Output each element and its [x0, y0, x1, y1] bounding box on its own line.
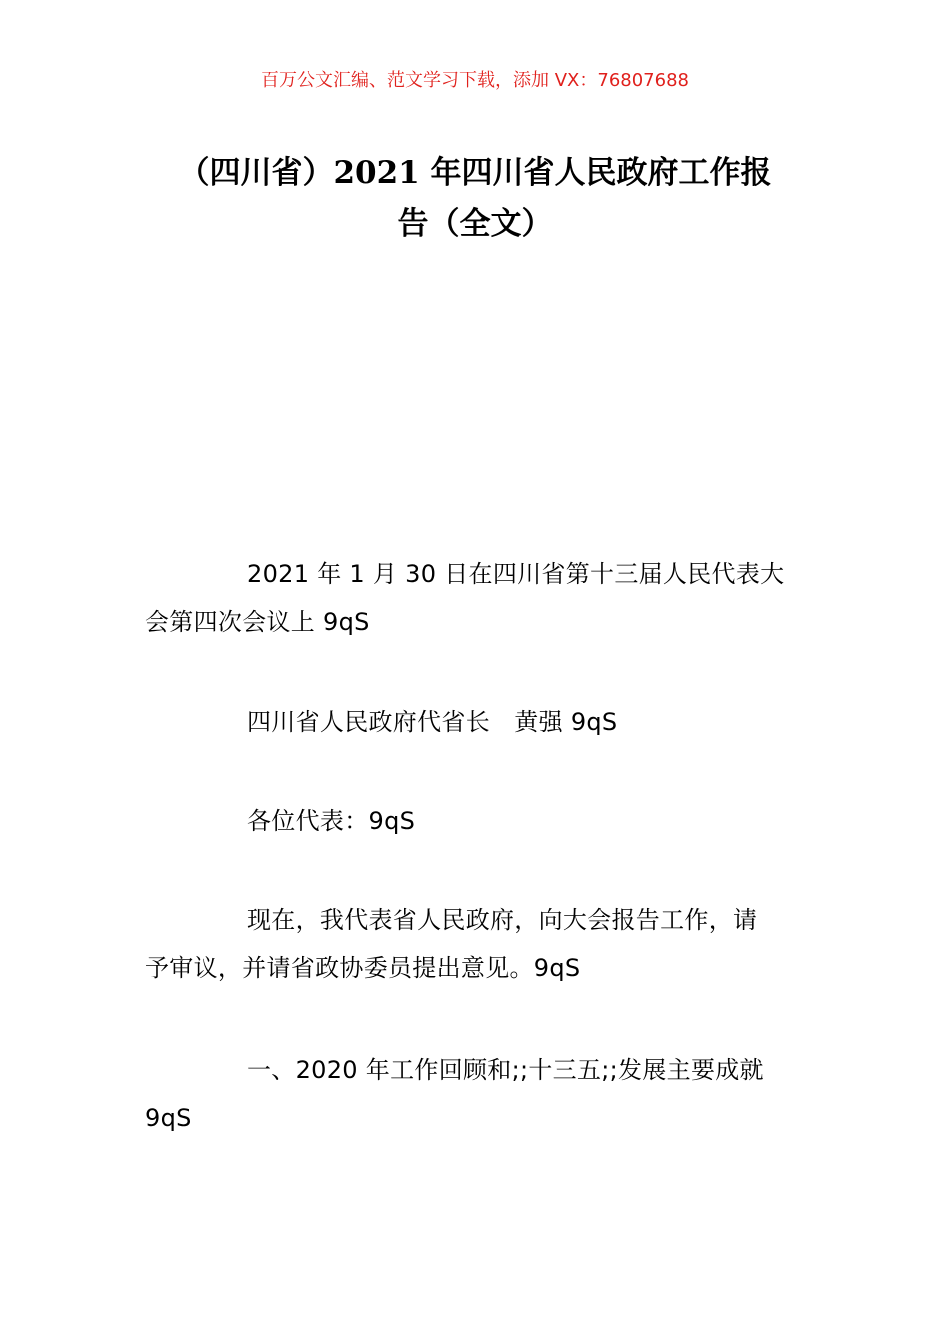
- paragraph-line: 一、2020 年工作回顾和;;十三五;;发展主要成就: [247, 1056, 764, 1084]
- paragraph-line: 会第四次会议上 9qS: [145, 608, 370, 636]
- document-title: [145, 148, 805, 250]
- paragraph-line: 9qS: [145, 1104, 192, 1132]
- paragraph-line: 现在，我代表省人民政府，向大会报告工作，请: [247, 906, 758, 934]
- paragraph-salutation: [145, 797, 810, 845]
- header-watermark-note: 百万公文汇编、范文学习下载，添加 VX：76807688: [261, 70, 689, 91]
- paragraph-line: 四川省人民政府代省长 黄强 9qS: [247, 708, 618, 736]
- title-line-2: 告（全文）: [397, 206, 553, 242]
- paragraph-speaker: [145, 698, 810, 746]
- section-heading-one: [145, 1046, 810, 1142]
- paragraph-line: 各位代表：9qS: [247, 807, 416, 835]
- paragraph-line: 予审议，并请省政协委员提出意见。9qS: [145, 954, 581, 982]
- paragraph-meeting-info: [145, 550, 810, 646]
- title-line-1: （四川省）2021 年四川省人民政府工作报: [178, 155, 772, 191]
- paragraph-line: 2021 年 1 月 30 日在四川省第十三届人民代表大: [247, 560, 785, 588]
- paragraph-intro: [145, 896, 810, 992]
